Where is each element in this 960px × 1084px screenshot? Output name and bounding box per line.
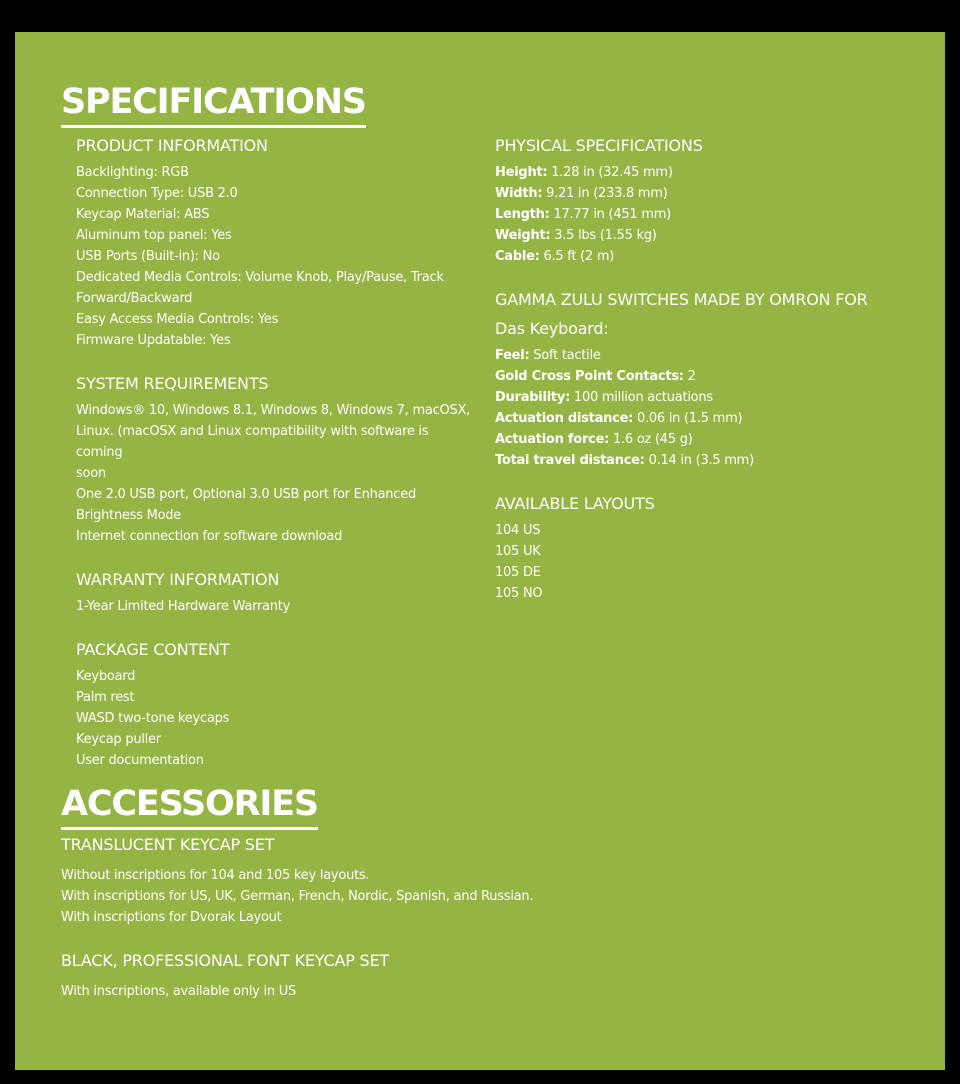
right-spec-column <box>495 133 915 624</box>
spec-line <box>495 183 915 204</box>
spec-value: 1.28 in (32.45 mm) <box>547 165 673 180</box>
spec-line: Linux. (macOSX and Linux compatibility with software is coming <box>76 424 429 460</box>
accessory-line: With inscriptions, available only in US <box>61 984 297 999</box>
translucent-keycap-heading: TRANSLUCENT KEYCAP SET <box>61 835 275 854</box>
system-requirements-section <box>76 371 476 547</box>
spec-line: Forward/Backward <box>76 291 193 306</box>
spec-line: Easy Access Media Controls: Yes <box>76 312 279 327</box>
spec-line <box>495 246 915 267</box>
accessory-line: Without inscriptions for 104 and 105 key layouts. <box>61 868 370 883</box>
package-item: WASD two-tone keycaps <box>76 711 230 726</box>
warranty-information-heading: WARRANTY INFORMATION <box>76 570 280 589</box>
accessories-title: ACCESSORIES <box>61 784 318 830</box>
package-item: User documentation <box>76 753 204 768</box>
spec-value: 6.5 ft (2 m) <box>539 249 615 264</box>
layout-item: 105 UK <box>495 544 541 559</box>
spec-line <box>495 408 915 429</box>
spec-line: Internet connection for software download <box>76 529 343 544</box>
spec-label: Height: <box>495 165 548 180</box>
left-spec-column <box>76 133 476 791</box>
switches-heading-line2: Das Keyboard: <box>495 319 609 338</box>
black-keycap-heading: BLACK, PROFESSIONAL FONT KEYCAP SET <box>61 951 389 970</box>
spec-line: soon <box>76 466 106 481</box>
spec-label: Gold Cross Point Contacts: <box>495 369 684 384</box>
spec-line <box>495 450 915 471</box>
spec-line: One 2.0 USB port, Optional 3.0 USB port for Enhanced <box>76 487 416 502</box>
spec-line <box>495 429 915 450</box>
specifications-title: SPECIFICATIONS <box>61 82 366 128</box>
package-item: Keycap puller <box>76 732 161 747</box>
accessories-column <box>61 832 761 1022</box>
spec-line: 1-Year Limited Hardware Warranty <box>76 599 291 614</box>
spec-line: Connection Type: USB 2.0 <box>76 186 238 201</box>
spec-value: 17.77 in (451 mm) <box>549 207 671 222</box>
spec-line: Windows® 10, Windows 8.1, Windows 8, Windows 7, macOSX, <box>76 403 471 418</box>
package-item: Palm rest <box>76 690 135 705</box>
spec-line: Firmware Updatable: Yes <box>76 333 231 348</box>
physical-specifications-heading: PHYSICAL SPECIFICATIONS <box>495 136 703 155</box>
spec-value: 1.6 oz (45 g) <box>609 432 693 447</box>
spec-value: 0.06 in (1.5 mm) <box>633 411 743 426</box>
product-information-section <box>76 133 476 351</box>
layout-item: 104 US <box>495 523 541 538</box>
physical-specifications-section <box>495 133 915 267</box>
spec-label: Durability: <box>495 390 571 405</box>
spec-line <box>495 204 915 225</box>
spec-value: 9.21 in (233.8 mm) <box>542 186 668 201</box>
spec-label: Cable: <box>495 249 540 264</box>
spec-line <box>495 366 915 387</box>
spec-value: 3.5 lbs (1.55 kg) <box>550 228 657 243</box>
spec-value: 0.14 in (3.5 mm) <box>644 453 754 468</box>
available-layouts-heading: AVAILABLE LAYOUTS <box>495 494 655 513</box>
spec-line: Keycap Material: ABS <box>76 207 210 222</box>
spec-line: Aluminum top panel: Yes <box>76 228 232 243</box>
package-item: Keyboard <box>76 669 136 684</box>
system-requirements-heading: SYSTEM REQUIREMENTS <box>76 374 269 393</box>
warranty-information-section <box>76 567 476 617</box>
available-layouts-section <box>495 491 915 604</box>
content-panel <box>15 32 945 1070</box>
package-content-section <box>76 637 476 771</box>
accessory-line: With inscriptions for Dvorak Layout <box>61 910 282 925</box>
spec-label: Actuation force: <box>495 432 610 447</box>
spec-line <box>495 345 915 366</box>
spec-label: Total travel distance: <box>495 453 645 468</box>
switches-heading: GAMMA ZULU SWITCHES MADE BY OMRON FOR <box>495 290 868 309</box>
spec-label: Feel: <box>495 348 530 363</box>
spec-label: Length: <box>495 207 550 222</box>
package-content-heading: PACKAGE CONTENT <box>76 640 230 659</box>
spec-line <box>495 225 915 246</box>
spec-line <box>495 162 915 183</box>
spec-line: USB Ports (Built-in): No <box>76 249 220 264</box>
spec-line: Dedicated Media Controls: Volume Knob, Play/Pause, Track <box>76 270 444 285</box>
spec-value: Soft tactile <box>529 348 601 363</box>
spec-label: Weight: <box>495 228 551 243</box>
spec-line: Backlighting: RGB <box>76 165 189 180</box>
spec-line <box>495 387 915 408</box>
spec-value: 100 million actuations <box>570 390 713 405</box>
spec-label: Actuation distance: <box>495 411 634 426</box>
black-keycap-section <box>61 948 761 1002</box>
translucent-keycap-section <box>61 832 761 928</box>
layout-item: 105 NO <box>495 586 543 601</box>
product-information-heading: PRODUCT INFORMATION <box>76 136 268 155</box>
accessory-line: With inscriptions for US, UK, German, French, Nordic, Spanish, and Russian. <box>61 889 534 904</box>
spec-line: Brightness Mode <box>76 508 182 523</box>
spec-label: Width: <box>495 186 543 201</box>
layout-item: 105 DE <box>495 565 541 580</box>
spec-value: 2 <box>683 369 696 384</box>
switches-section <box>495 287 915 471</box>
